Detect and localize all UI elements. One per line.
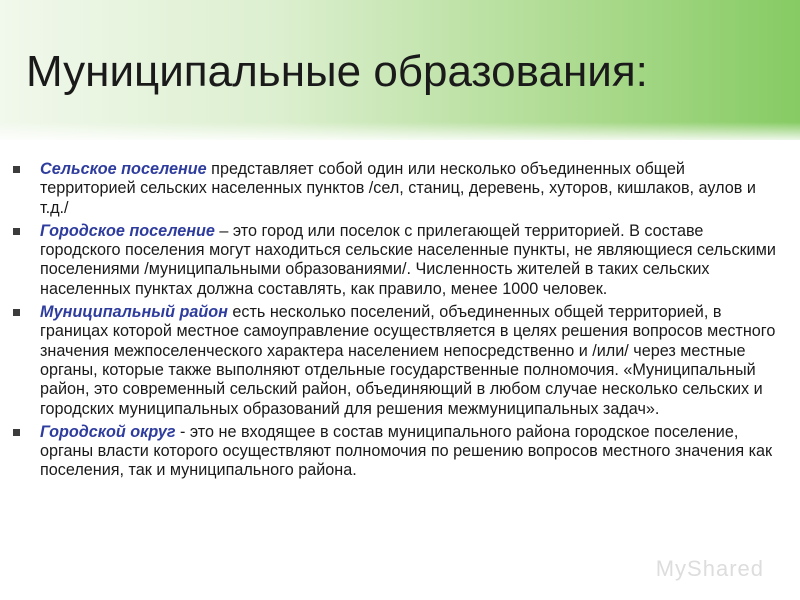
- square-bullet-icon: [13, 166, 20, 173]
- bullet-item-urban-district: [12, 423, 778, 481]
- term-rural-settlement: Сельское поселение: [40, 160, 207, 178]
- bullet-item-urban-settlement: [12, 222, 778, 299]
- definition-municipal-district: есть несколько поселений, объединенных общей территорией, в границах которой местное самоуправление осуществляется в целях решения вопросов местного значения межпоселенческого характера населением непосредственно и /или/ через местные органы, которые также выполняют отдельные государственные полномочия. «Муниципальный район, это современный сельский район, объединяющий в любом случае несколько сельских и городских муниципальных образований для решения межмуниципальных задач».: [40, 303, 776, 418]
- square-bullet-icon: [13, 228, 20, 235]
- square-bullet-icon: [13, 429, 20, 436]
- bullet-item-municipal-district: [12, 303, 778, 419]
- definition-rural-settlement: представляет собой один или несколько объединенных общей территорией сельских населенных пунктов /сел, станиц, деревень, хуторов, кишлаков, аулов и т.д./: [40, 160, 756, 217]
- term-municipal-district: Муниципальный район: [40, 303, 228, 322]
- term-urban-district: Городской округ: [40, 422, 176, 441]
- square-bullet-icon: [13, 309, 20, 316]
- definition-urban-district: - это не входящее в состав муниципального района городское поселение, органы власти которого осуществляют полномочия по решению вопросов местного значения как поселения, так и муниципального района.: [40, 422, 773, 480]
- definition-urban-settlement: – это город или поселок с прилегающей территорией. В составе городского поселения могут находиться сельские населенные пункты, не являющиеся сельскими поселениями /муниципальными образованиями/. Численность жителей в таких сельских населенных пунктах должна составлять, как правило, менее 1000 человек.: [40, 221, 776, 298]
- slide-title: Муниципальные образования:: [26, 47, 648, 96]
- term-urban-settlement: Городское поселение: [40, 221, 215, 240]
- watermark-logo: МyShared: [655, 556, 764, 581]
- bullet-list: [12, 160, 778, 485]
- bullet-item-rural-settlement: [12, 160, 778, 218]
